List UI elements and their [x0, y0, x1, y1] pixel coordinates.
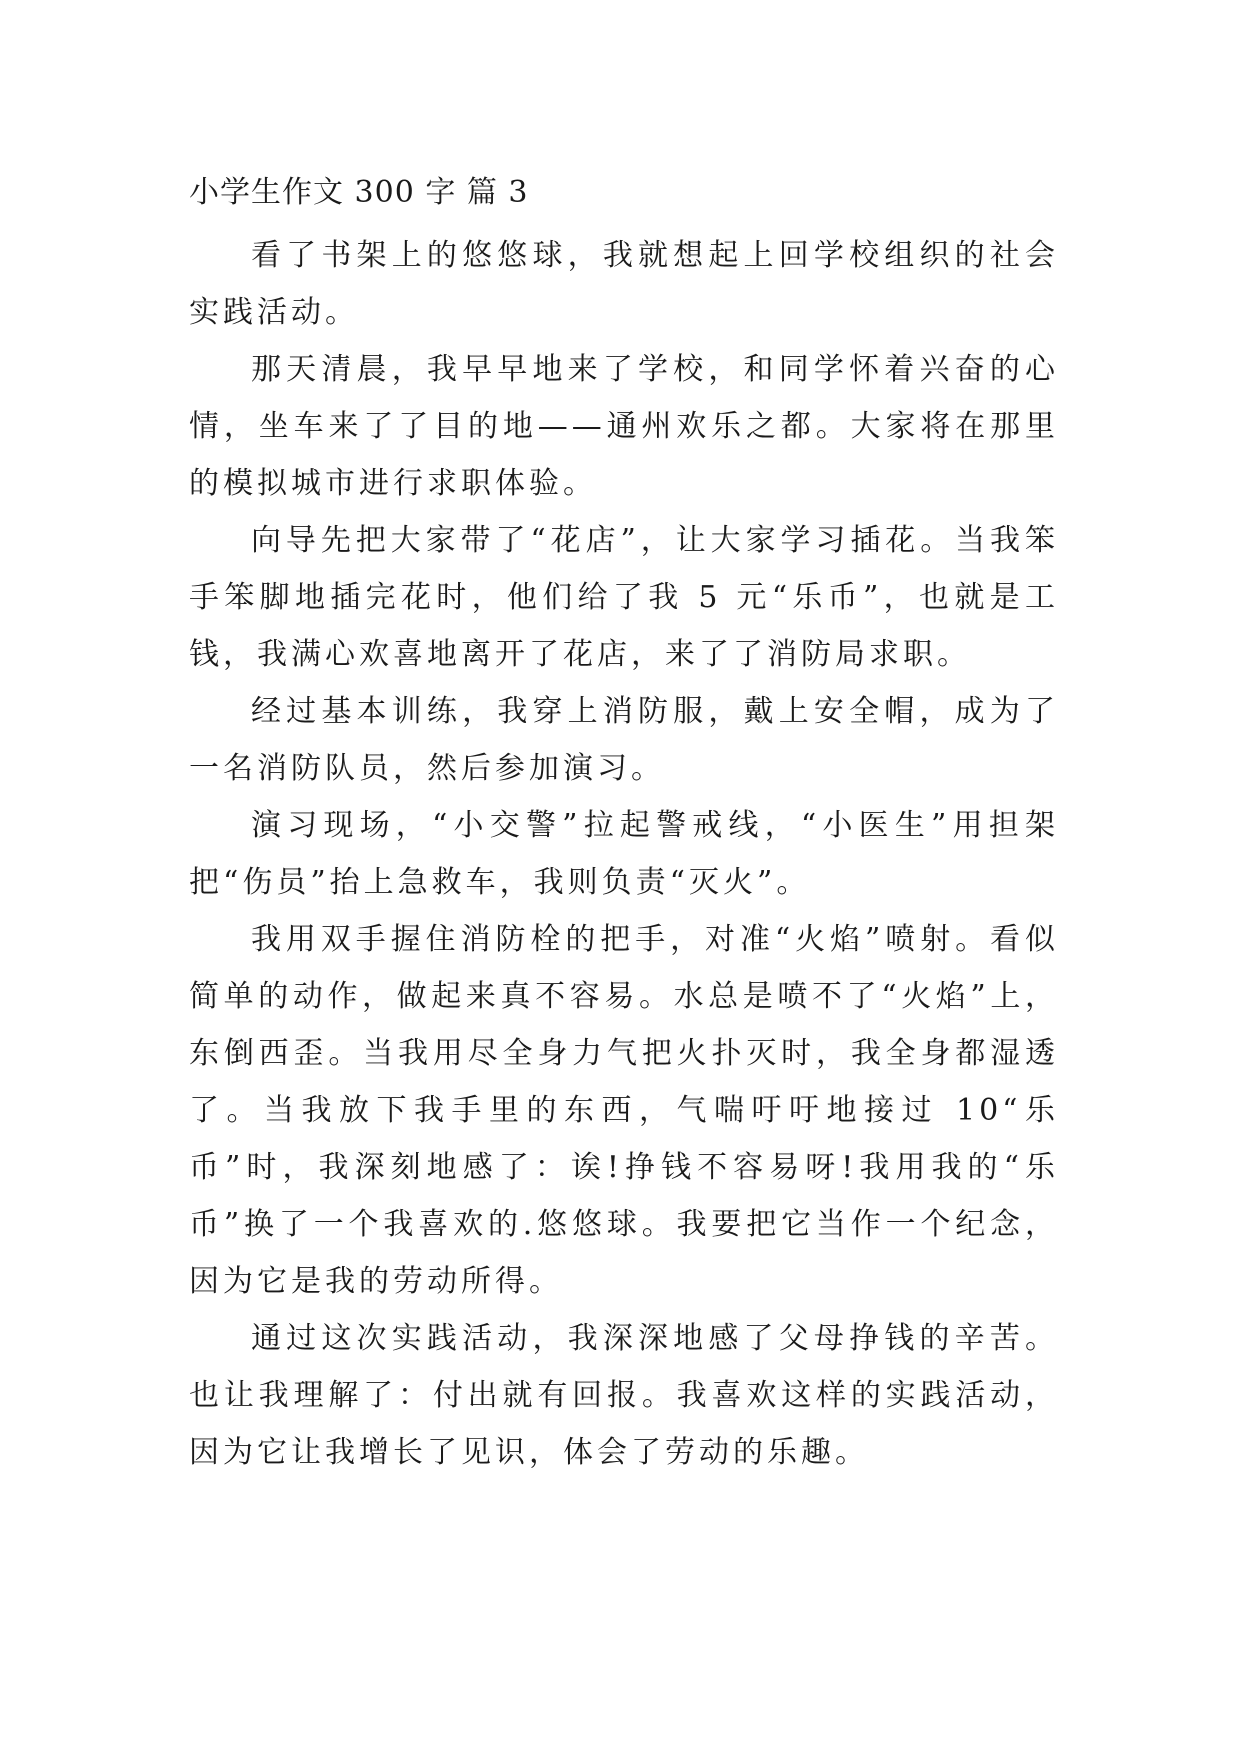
paragraph-5: 演习现场，“小交警”拉起警戒线，“小医生”用担架把“伤员”抬上急救车，我则负责“灭火”。: [189, 808, 1059, 900]
paragraph-1: 看了书架上的悠悠球，我就想起上回学校组织的社会实践活动。: [189, 238, 1059, 330]
document-body: [189, 164, 1059, 1481]
paragraph-7: 通过这次实践活动，我深深地感了父母挣钱的辛苦。也让我理解了：付出就有回报。我喜欢这样的实践活动，因为它让我增长了见识，体会了劳动的乐趣。: [189, 1321, 1059, 1470]
document-title: 小学生作文 300 字 篇 3: [189, 175, 529, 210]
paragraph-6: 我用双手握住消防栓的把手，对准“火焰”喷射。看似简单的动作，做起来真不容易。水总是喷不了“火焰”上，东倒西歪。当我用尽全身力气把火扑灭时，我全身都湿透了。当我放下我手里的东西，气喘吁吁地接过 10“乐币”时，我深刻地感了：诶!挣钱不容易呀!我用我的“乐币”换了一个我喜欢的.悠悠球。我要把它当作一个纪念，因为它是我的劳动所得。: [189, 922, 1059, 1299]
paragraph-3: 向导先把大家带了“花店”，让大家学习插花。当我笨手笨脚地插完花时，他们给了我 5 元“乐币”，也就是工钱，我满心欢喜地离开了花店，来了了消防局求职。: [189, 523, 1059, 672]
paragraph-2: 那天清晨，我早早地来了学校，和同学怀着兴奋的心情，坐车来了了目的地——通州欢乐之都。大家将在那里的模拟城市进行求职体验。: [189, 352, 1059, 501]
paragraph-4: 经过基本训练，我穿上消防服，戴上安全帽，成为了一名消防队员，然后参加演习。: [189, 694, 1059, 786]
